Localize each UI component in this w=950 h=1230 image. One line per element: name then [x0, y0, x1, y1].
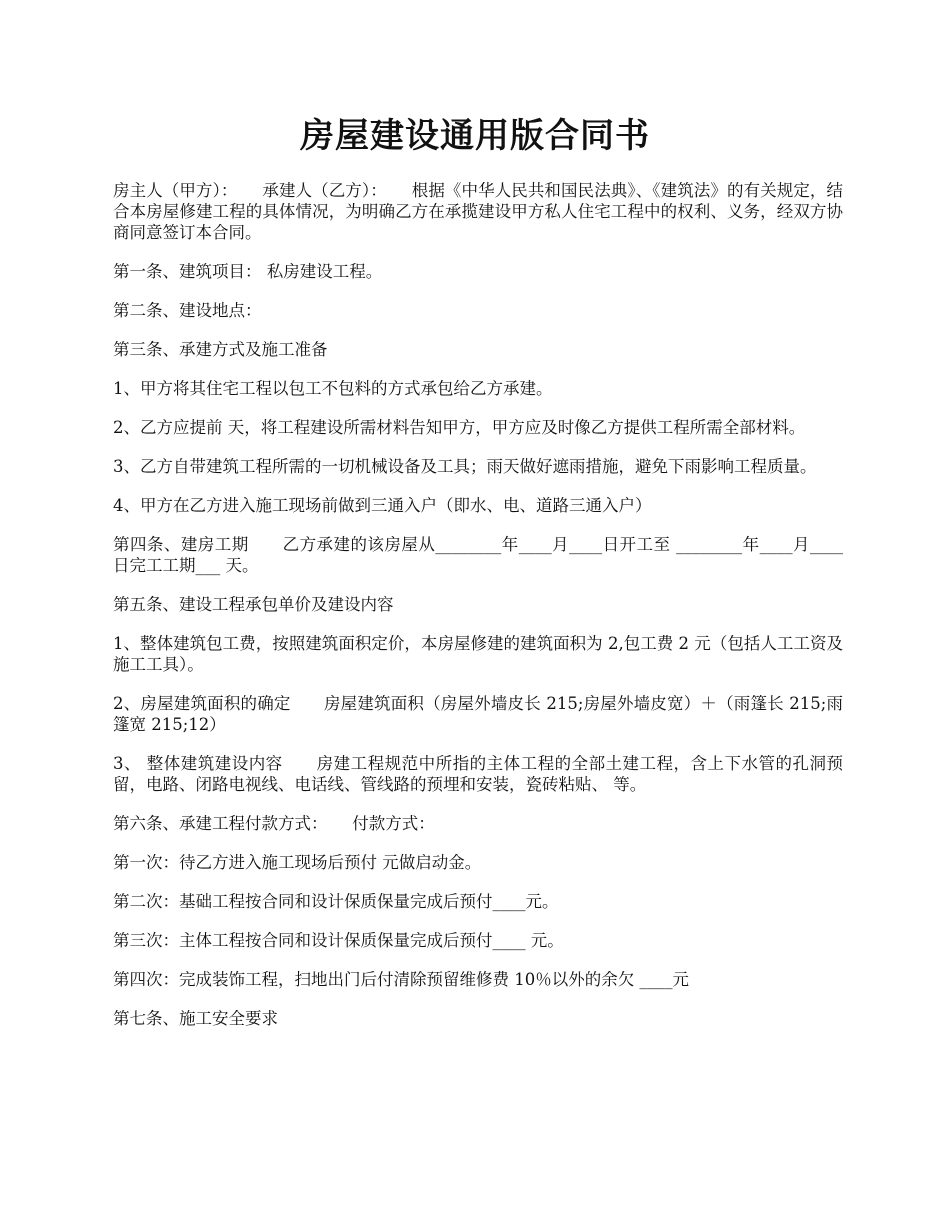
paragraph-article-5: 第五条、建设工程承包单价及建设内容 — [113, 595, 394, 614]
paragraph-article-5-item-2: 2、房屋建筑面积的确定 房屋建筑面积（房屋外墙皮长 215;房屋外墙皮宽）＋（雨篷长 215;雨篷宽 215;12） — [113, 694, 843, 734]
paragraph-article-3-item-4: 4、甲方在乙方进入施工现场前做到三通入户（即水、电、道路三通入户） — [113, 496, 652, 515]
paragraph-payment-4: 第四次：完成装饰工程，扫地出门后付清除预留维修费 10％以外的余欠 ____元 — [113, 970, 689, 989]
paragraph-article-3-item-3: 3、乙方自带建筑工程所需的一切机械设备及工具；雨天做好遮雨措施，避免下雨影响工程质量。 — [113, 457, 817, 476]
paragraph-payment-2: 第二次：基础工程按合同和设计保质保量完成后预付____元。 — [113, 892, 559, 911]
paragraph-article-6: 第六条、承建工程付款方式： 付款方式： — [113, 814, 435, 833]
paragraph-article-3: 第三条、承建方式及施工准备 — [113, 340, 328, 359]
paragraph-payment-3: 第三次：主体工程按合同和设计保质保量完成后预付____ 元。 — [113, 931, 564, 950]
paragraph-article-4: 第四条、建房工期 乙方承建的该房屋从________年____月____日开工至 ________年____月____日完工工期___ 天。 — [113, 535, 843, 575]
paragraph-article-3-item-2: 2、乙方应提前 天，将工程建设所需材料告知甲方，甲方应及时像乙方提供工程所需全部材料。 — [113, 418, 806, 437]
document-title: 房屋建设通用版合同书 — [300, 116, 650, 156]
paragraph-preamble: 房主人（甲方）： 承建人（乙方）： 根据《中华人民共和国民法典》、《建筑法》的有关规定，结合本房屋修建工程的具体情况，为明确乙方在承揽建设甲方私人住宅工程中的权利、义务，经双方协商同意签订本合同。 — [113, 181, 843, 242]
paragraph-article-5-item-3: 3、 整体建筑建设内容 房建工程规范中所指的主体工程的全部土建工程，含上下水管的孔洞预留，电路、闭路电视线、电话线、管线路的预埋和安装，瓷砖粘贴、 等。 — [113, 754, 843, 794]
paragraph-article-3-item-1: 1、甲方将其住宅工程以包工不包料的方式承包给乙方承建。 — [113, 379, 553, 398]
paragraph-article-1: 第一条、建筑项目： 私房建设工程。 — [113, 262, 383, 281]
paragraph-payment-1: 第一次：待乙方进入施工现场后预付 元做启动金。 — [113, 853, 482, 872]
paragraph-article-5-item-1: 1、整体建筑包工费，按照建筑面积定价，本房屋修建的建筑面积为 2,包工费 2 元（包括人工工资及施工工具）。 — [113, 634, 843, 674]
paragraph-article-7: 第七条、施工安全要求 — [113, 1009, 278, 1028]
document-body — [113, 180, 843, 1047]
paragraph-article-2: 第二条、建设地点： — [113, 301, 262, 320]
